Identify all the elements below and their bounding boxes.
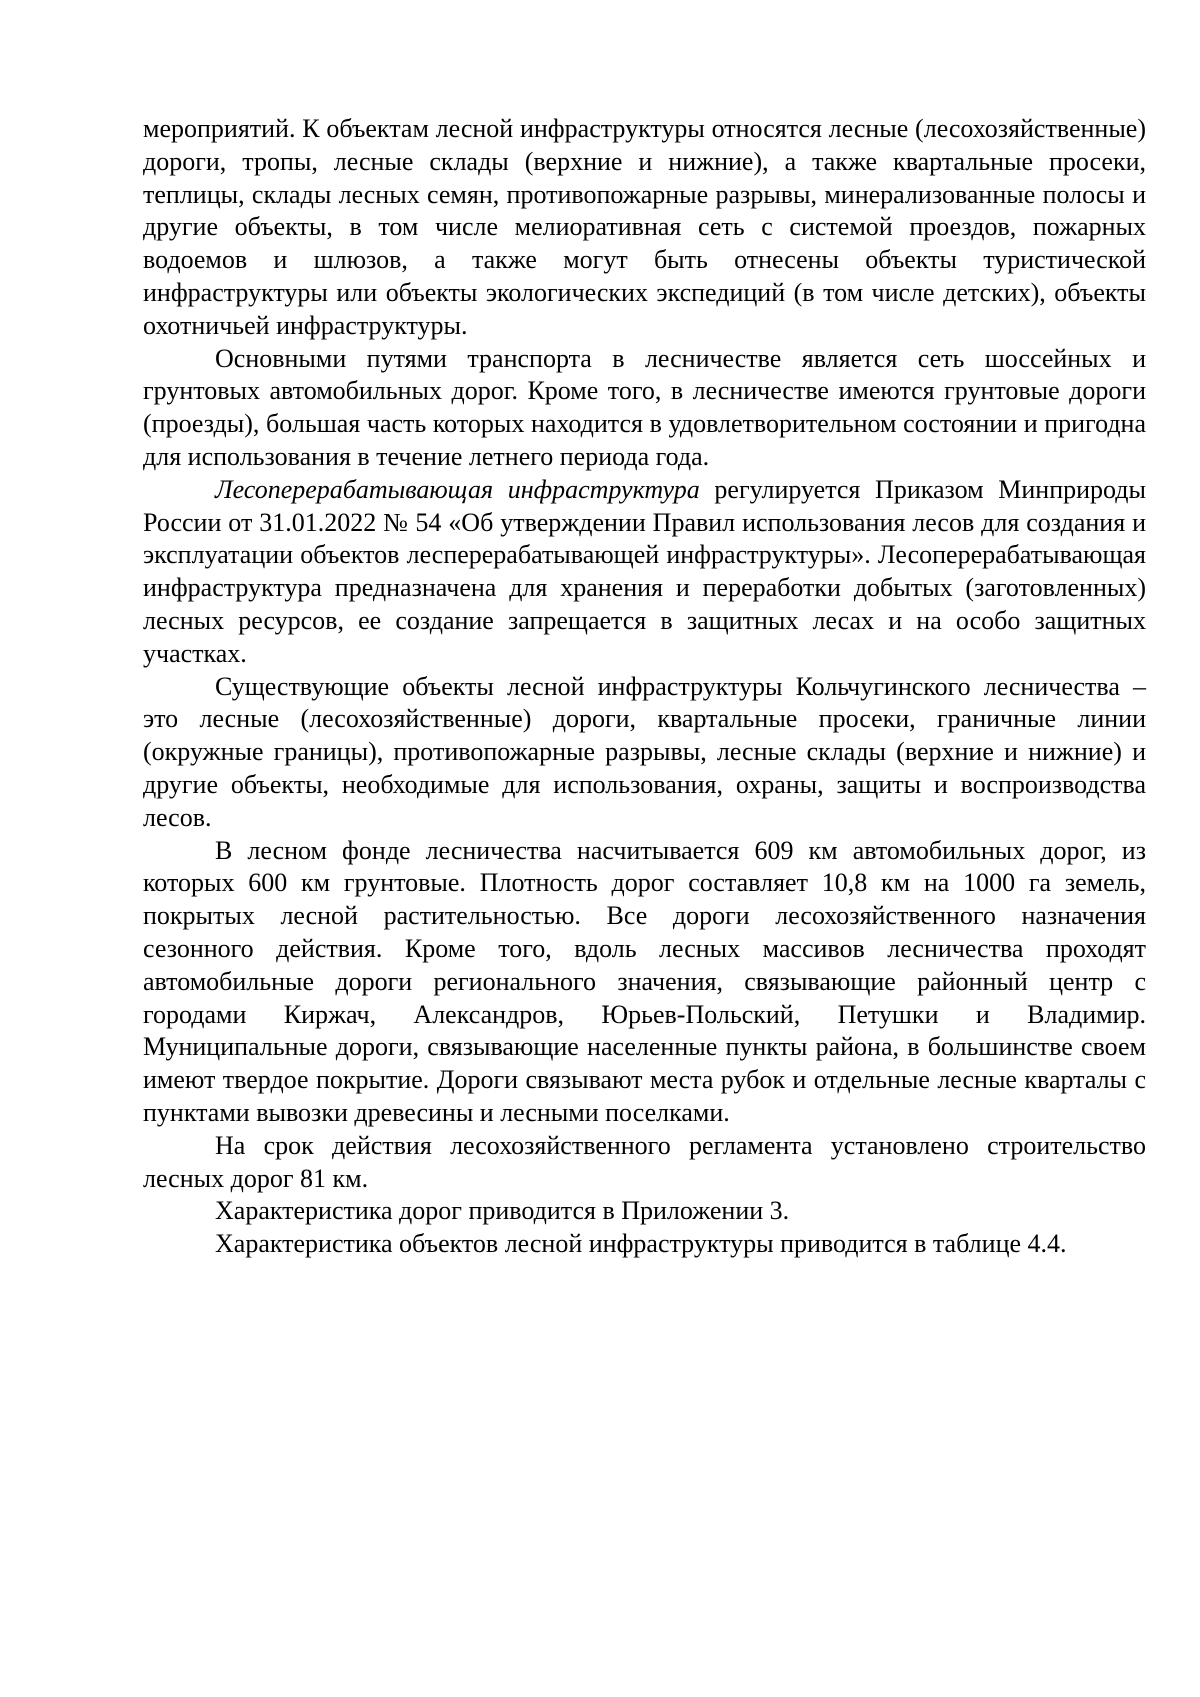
paragraph-text: В лесном фонде лесничества насчитывается 609 км автомобильных дорог, из которых 600 км грунтовые. Плотность дорог составляет 10,8 км на 1000 га земель, покрытых лесной растительностью. Все дороги лесохозяйственного назначения сезонного действия. Кроме того, вдоль лесных массивов лесничества проходят автомобильные дороги регионального значения, связывающие районный центр с городами Киржач, Александров, Юрьев-Польский, Петушки и Владимир. Муниципальные дороги, связывающие населенные пункты района, в большинстве своем имеют твердое покрытие. Дороги связывают места рубок и отдельные лесные кварталы с пунктами вывозки древесины и лесными поселками. (143, 835, 1146, 1127)
body-text (143, 113, 1146, 1261)
paragraph-existing-objects (143, 671, 1146, 835)
paragraph-text: Существующие объекты лесной инфраструктуры Кольчугинского лесничества – это лесные (лесохозяйственные) дороги, квартальные просеки, граничные линии (окружные границы), противопожарные разрывы, лесные склады (верхние и нижние) и другие объекты, необходимые для использования, охраны, защиты и воспроизводства лесов. (143, 671, 1146, 832)
paragraph-roads-appendix (143, 1195, 1146, 1228)
paragraph-road-construction (143, 1130, 1146, 1196)
paragraph-text: регулируется Приказом Минприроды России от 31.01.2022 № 54 «Об утверждении Правил использования лесов для создания и эксплуатации объектов лесперерабатывающей инфраструктуры». Лесоперерабатывающая инфраструктура предназначена для хранения и переработки добытых (заготовленных) лесных ресурсов, ее создание запрещается в защитных лесах и на особо защитных участках. (143, 474, 1146, 668)
paragraph-road-network (143, 835, 1146, 1130)
paragraph-transport-routes (143, 343, 1146, 474)
italic-term: Лесоперерабатывающая инфраструктура (215, 474, 700, 504)
paragraph-text: Характеристика объектов лесной инфраструктуры приводится в таблице 4.4. (215, 1229, 1067, 1259)
paragraph-text: Характеристика дорог приводится в Приложении 3. (215, 1196, 790, 1226)
paragraph-processing-infrastructure (143, 474, 1146, 671)
paragraph-text: Основными путями транспорта в лесничестве является сеть шоссейных и грунтовых автомобильных дорог. Кроме того, в лесничестве имеются грунтовые дороги (проезды), большая часть которых находится в удовлетворительном состоянии и пригодна для использования в течение летнего периода года. (143, 343, 1146, 471)
paragraph-text: мероприятий. К объектам лесной инфраструктуры относятся лесные (лесохозяйственные) дороги, тропы, лесные склады (верхние и нижние), а также квартальные просеки, теплицы, склады лесных семян, противопожарные разрывы, минерализованные полосы и другие объекты, в том числе мелиоративная сеть с системой проездов, пожарных водоемов и шлюзов, а также могут быть отнесены объекты туристической инфраструктуры или объекты экологических экспедиций (в том числе детских), объекты охотничьей инфраструктуры. (143, 114, 1146, 340)
paragraph-text: На срок действия лесохозяйственного регламента установлено строительство лесных дорог 81 км. (143, 1130, 1146, 1193)
paragraph-objects-table (143, 1228, 1146, 1261)
paragraph-infrastructure-objects (143, 113, 1146, 343)
